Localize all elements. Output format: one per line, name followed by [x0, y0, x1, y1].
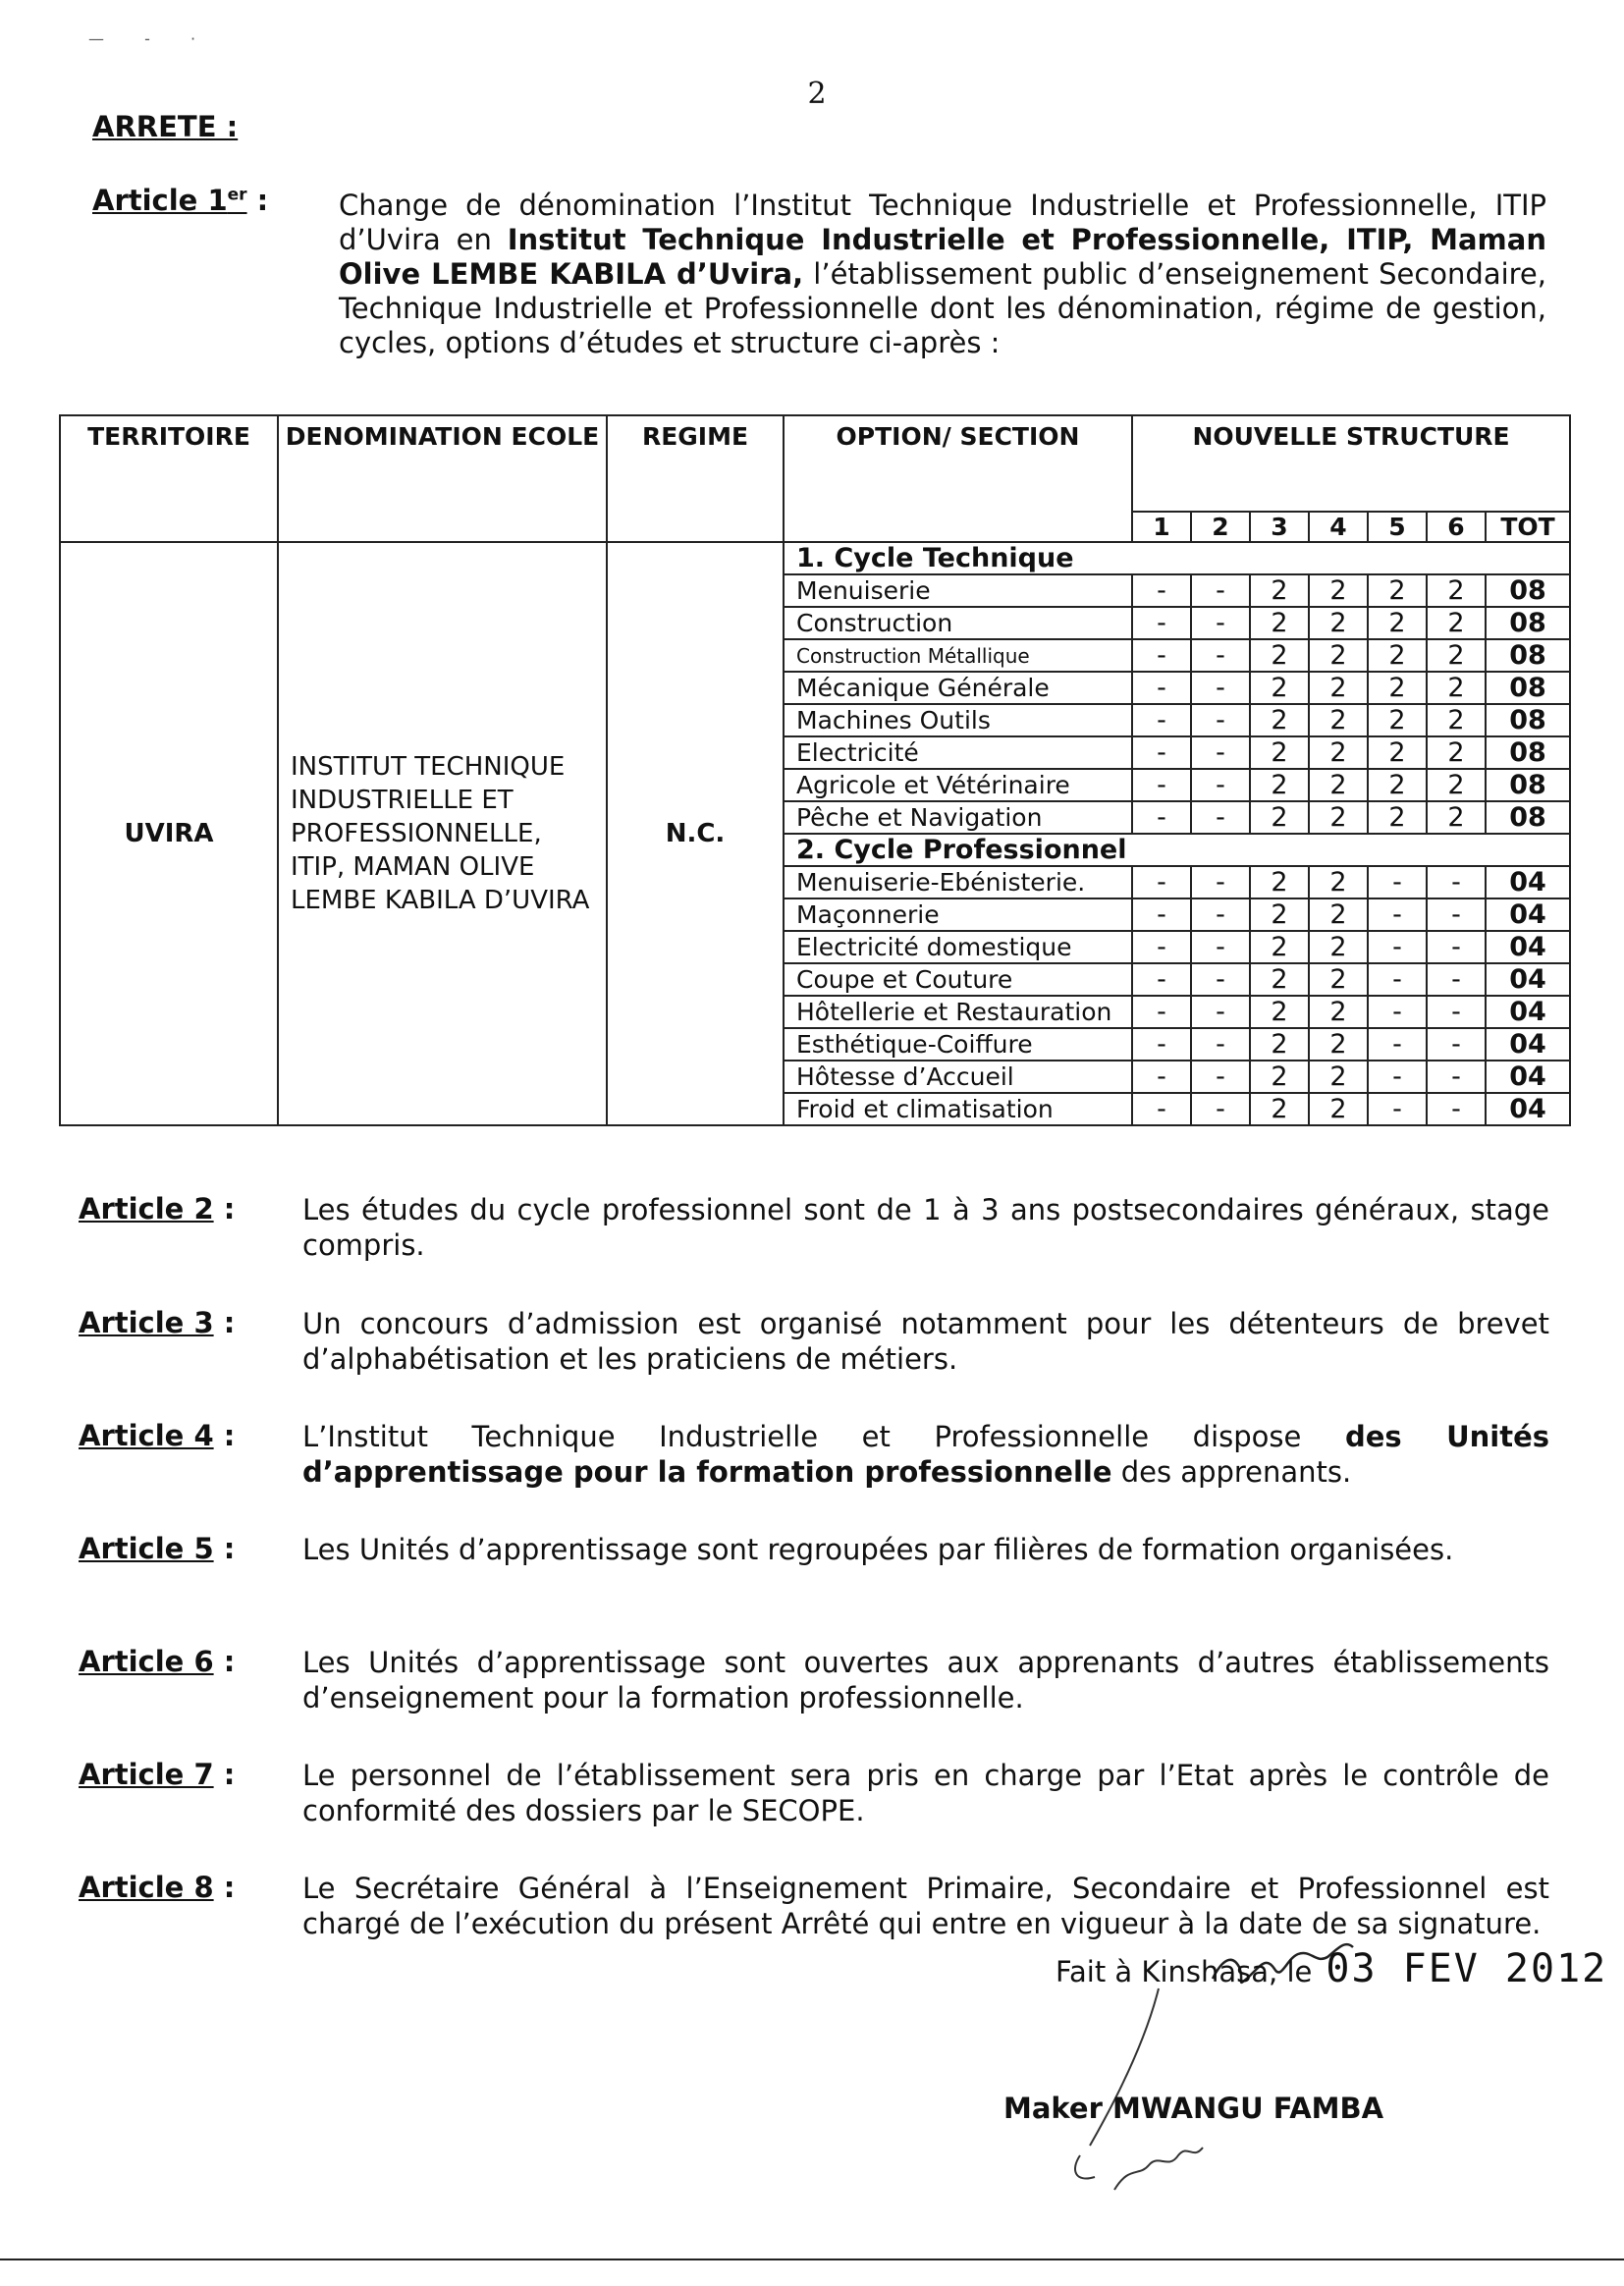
- option-cell: Construction Métallique: [784, 639, 1132, 672]
- article-label: [79, 1192, 235, 1225]
- year-3-cell: 2: [1250, 672, 1309, 704]
- tot-cell: 04: [1486, 931, 1570, 963]
- header-year-2: 2: [1191, 512, 1250, 542]
- year-4-cell: 2: [1309, 769, 1368, 801]
- year-3-cell: 2: [1250, 931, 1309, 963]
- year-4-cell: 2: [1309, 898, 1368, 931]
- ecole-cell: INSTITUT TECHNIQUE INDUSTRIELLE ET PROFESSIONNELLE, ITIP, MAMAN OLIVE LEMBE KABILA D’UVIRA: [278, 542, 607, 1125]
- year-2-cell: -: [1191, 574, 1250, 607]
- year-1-cell: -: [1132, 931, 1191, 963]
- year-1-cell: -: [1132, 866, 1191, 898]
- year-3-cell: 2: [1250, 769, 1309, 801]
- article-text: Le Secrétaire Général à l’Enseignement Primaire, Secondaire et Professionnel est chargé de l’exécution du présent Arrêté qui entre en vigueur à la date de sa signature.: [302, 1872, 1549, 1940]
- article-label-text: Article 5: [79, 1532, 214, 1565]
- article-text-bold: des Unités d’apprentissage pour la formation professionnelle: [302, 1420, 1550, 1489]
- header-year-6: 6: [1427, 512, 1486, 542]
- header-territoire: TERRITOIRE: [60, 415, 278, 542]
- year-6-cell: -: [1427, 931, 1486, 963]
- article-1-text-part1: Change de dénomination l’Institut Technique Industrielle et Professionnelle, ITIP d’Uvira en: [339, 189, 1546, 256]
- header-year-4: 4: [1309, 512, 1368, 542]
- year-3-cell: 2: [1250, 639, 1309, 672]
- option-cell: Hôtellerie et Restauration: [784, 996, 1132, 1028]
- tot-cell: 04: [1486, 1093, 1570, 1125]
- year-3-cell: 2: [1250, 704, 1309, 736]
- year-6-cell: -: [1427, 898, 1486, 931]
- document-heading: ARRETE :: [92, 110, 239, 143]
- cycle-row: [60, 542, 1570, 574]
- year-2-cell: -: [1191, 607, 1250, 639]
- option-cell: Froid et climatisation: [784, 1093, 1132, 1125]
- year-5-cell: 2: [1368, 672, 1427, 704]
- article-label-colon: :: [213, 1758, 236, 1791]
- article-label-text: Article 4: [79, 1419, 214, 1452]
- year-4-cell: 2: [1309, 639, 1368, 672]
- signatory-name: Maker MWANGU FAMBA: [1003, 2092, 1384, 2125]
- bottom-rule: [0, 2259, 1624, 2260]
- header-tot: TOT: [1486, 512, 1570, 542]
- closing-place-date: [1056, 1946, 1607, 1991]
- year-2-cell: -: [1191, 1028, 1250, 1061]
- year-2-cell: -: [1191, 736, 1250, 769]
- year-5-cell: 2: [1368, 639, 1427, 672]
- year-5-cell: 2: [1368, 607, 1427, 639]
- year-3-cell: 2: [1250, 1061, 1309, 1093]
- tot-cell: 04: [1486, 996, 1570, 1028]
- year-4-cell: 2: [1309, 1028, 1368, 1061]
- territoire-cell: UVIRA: [60, 542, 278, 1125]
- year-3-cell: 2: [1250, 866, 1309, 898]
- year-5-cell: -: [1368, 866, 1427, 898]
- article-text: Les études du cycle professionnel sont de 1 à 3 ans postsecondaires généraux, stage compris.: [302, 1193, 1549, 1262]
- article-1-text-part2: l’établissement public d’enseignement Secondaire, Technique Industrielle et Professionnelle dont les dénomination, régime de gestion, cycles, options d’études et structure ci-après :: [339, 257, 1546, 359]
- year-5-cell: -: [1368, 931, 1427, 963]
- year-2-cell: -: [1191, 963, 1250, 996]
- year-4-cell: 2: [1309, 736, 1368, 769]
- tot-cell: 08: [1486, 574, 1570, 607]
- year-2-cell: -: [1191, 931, 1250, 963]
- option-cell: Electricité: [784, 736, 1132, 769]
- article-text: Les Unités d’apprentissage sont ouvertes aux apprenants d’autres établissements d’enseignement pour la formation professionnelle.: [302, 1646, 1549, 1714]
- year-2-cell: -: [1191, 639, 1250, 672]
- year-4-cell: 2: [1309, 963, 1368, 996]
- year-3-cell: 2: [1250, 574, 1309, 607]
- year-4-cell: 2: [1309, 1093, 1368, 1125]
- year-1-cell: -: [1132, 672, 1191, 704]
- article-1-label-colon: :: [246, 184, 269, 217]
- option-cell: Pêche et Navigation: [784, 801, 1132, 834]
- year-2-cell: -: [1191, 672, 1250, 704]
- year-5-cell: 2: [1368, 704, 1427, 736]
- header-year-1: 1: [1132, 512, 1191, 542]
- year-4-cell: 2: [1309, 866, 1368, 898]
- year-1-cell: -: [1132, 1093, 1191, 1125]
- year-2-cell: -: [1191, 801, 1250, 834]
- year-5-cell: 2: [1368, 801, 1427, 834]
- option-cell: Hôtesse d’Accueil: [784, 1061, 1132, 1093]
- year-6-cell: -: [1427, 1093, 1486, 1125]
- year-2-cell: -: [1191, 1093, 1250, 1125]
- year-6-cell: -: [1427, 963, 1486, 996]
- year-6-cell: -: [1427, 1028, 1486, 1061]
- option-cell: Menuiserie-Ebénisterie.: [784, 866, 1132, 898]
- year-3-cell: 2: [1250, 898, 1309, 931]
- year-1-cell: -: [1132, 607, 1191, 639]
- year-4-cell: 2: [1309, 672, 1368, 704]
- article-label-colon: :: [213, 1192, 236, 1225]
- header-denomination: DENOMINATION ECOLE: [278, 415, 607, 542]
- option-cell: Machines Outils: [784, 704, 1132, 736]
- article-text: [302, 1419, 1549, 1490]
- year-5-cell: 2: [1368, 736, 1427, 769]
- year-1-cell: -: [1132, 996, 1191, 1028]
- article-label-colon: :: [213, 1532, 236, 1565]
- article-label: [79, 1532, 235, 1565]
- year-4-cell: 2: [1309, 607, 1368, 639]
- year-6-cell: 2: [1427, 769, 1486, 801]
- article-label-text: Article 8: [79, 1871, 214, 1904]
- option-cell: Maçonnerie: [784, 898, 1132, 931]
- article-text: Un concours d’admission est organisé notamment pour les détenteurs de brevet d’alphabétisation et les praticiens de métiers.: [302, 1307, 1549, 1376]
- year-5-cell: -: [1368, 1061, 1427, 1093]
- article-label-colon: :: [213, 1871, 236, 1904]
- article-label: [79, 1419, 235, 1452]
- header-option: OPTION/ SECTION: [784, 415, 1132, 542]
- year-5-cell: -: [1368, 996, 1427, 1028]
- scan-marks: — - ·: [88, 29, 214, 48]
- year-6-cell: 2: [1427, 736, 1486, 769]
- year-4-cell: 2: [1309, 996, 1368, 1028]
- year-6-cell: 2: [1427, 607, 1486, 639]
- option-cell: Electricité domestique: [784, 931, 1132, 963]
- tot-cell: 08: [1486, 801, 1570, 834]
- year-1-cell: -: [1132, 1061, 1191, 1093]
- year-6-cell: -: [1427, 866, 1486, 898]
- article-label-colon: :: [213, 1419, 236, 1452]
- cycle-title: 1. Cycle Technique: [784, 542, 1570, 574]
- year-1-cell: -: [1132, 769, 1191, 801]
- tot-cell: 08: [1486, 736, 1570, 769]
- tot-cell: 04: [1486, 963, 1570, 996]
- year-2-cell: -: [1191, 769, 1250, 801]
- option-cell: Esthétique-Coiffure: [784, 1028, 1132, 1061]
- tot-cell: 08: [1486, 607, 1570, 639]
- article-label: [79, 1871, 235, 1904]
- option-cell: Coupe et Couture: [784, 963, 1132, 996]
- year-3-cell: 2: [1250, 996, 1309, 1028]
- year-4-cell: 2: [1309, 704, 1368, 736]
- year-4-cell: 2: [1309, 1061, 1368, 1093]
- year-3-cell: 2: [1250, 963, 1309, 996]
- structure-table: [59, 414, 1571, 1126]
- header-regime: REGIME: [607, 415, 784, 542]
- header-year-5: 5: [1368, 512, 1427, 542]
- year-5-cell: -: [1368, 1028, 1427, 1061]
- year-3-cell: 2: [1250, 1028, 1309, 1061]
- year-1-cell: -: [1132, 736, 1191, 769]
- tot-cell: 04: [1486, 1061, 1570, 1093]
- tot-cell: 08: [1486, 769, 1570, 801]
- article-label-colon: :: [213, 1645, 236, 1678]
- year-1-cell: -: [1132, 898, 1191, 931]
- year-5-cell: -: [1368, 898, 1427, 931]
- article-label-text: Article 6: [79, 1645, 214, 1678]
- year-1-cell: -: [1132, 704, 1191, 736]
- article-label-colon: :: [213, 1306, 236, 1339]
- article-label: [79, 1758, 235, 1791]
- tot-cell: 08: [1486, 639, 1570, 672]
- year-1-cell: -: [1132, 963, 1191, 996]
- article-text-part2: des apprenants.: [1111, 1455, 1352, 1489]
- tot-cell: 04: [1486, 1028, 1570, 1061]
- tot-cell: 08: [1486, 672, 1570, 704]
- year-6-cell: -: [1427, 1061, 1486, 1093]
- year-3-cell: 2: [1250, 1093, 1309, 1125]
- article-label-text: Article 3: [79, 1306, 214, 1339]
- year-3-cell: 2: [1250, 736, 1309, 769]
- article-1-text-bold: Institut Technique Industrielle et Professionnelle, ITIP, Maman Olive LEMBE KABILA d’Uvira,: [339, 223, 1546, 291]
- year-2-cell: -: [1191, 898, 1250, 931]
- article-text-part1: L’Institut Technique Industrielle et Professionnelle dispose: [302, 1420, 1345, 1453]
- year-2-cell: -: [1191, 1061, 1250, 1093]
- article-1-label: [92, 184, 268, 217]
- tot-cell: 04: [1486, 866, 1570, 898]
- year-1-cell: -: [1132, 639, 1191, 672]
- year-6-cell: 2: [1427, 672, 1486, 704]
- year-3-cell: 2: [1250, 801, 1309, 834]
- option-cell: Menuiserie: [784, 574, 1132, 607]
- option-cell: Construction: [784, 607, 1132, 639]
- closing-place: Fait à Kinshasa, le: [1056, 1955, 1313, 1988]
- article-label: [79, 1306, 235, 1339]
- year-5-cell: 2: [1368, 574, 1427, 607]
- year-1-cell: -: [1132, 574, 1191, 607]
- year-5-cell: 2: [1368, 769, 1427, 801]
- article-label: [79, 1645, 235, 1678]
- article-text: Les Unités d’apprentissage sont regroupées par filières de formation organisées.: [302, 1533, 1454, 1566]
- article-text: Le personnel de l’établissement sera pris en charge par l’Etat après le contrôle de conformité des dossiers par le SECOPE.: [302, 1759, 1549, 1827]
- year-5-cell: -: [1368, 963, 1427, 996]
- option-cell: Mécanique Générale: [784, 672, 1132, 704]
- article-label-text: Article 7: [79, 1758, 214, 1791]
- year-1-cell: -: [1132, 1028, 1191, 1061]
- year-1-cell: -: [1132, 801, 1191, 834]
- tot-cell: 04: [1486, 898, 1570, 931]
- year-6-cell: -: [1427, 996, 1486, 1028]
- year-6-cell: 2: [1427, 574, 1486, 607]
- header-year-3: 3: [1250, 512, 1309, 542]
- page-number: 2: [807, 77, 827, 111]
- year-4-cell: 2: [1309, 801, 1368, 834]
- year-3-cell: 2: [1250, 607, 1309, 639]
- year-6-cell: 2: [1427, 801, 1486, 834]
- article-1-text: [339, 189, 1546, 360]
- article-1-label-text: Article 1: [92, 184, 228, 217]
- option-cell: Agricole et Vétérinaire: [784, 769, 1132, 801]
- year-5-cell: -: [1368, 1093, 1427, 1125]
- regime-cell: N.C.: [607, 542, 784, 1125]
- year-2-cell: -: [1191, 996, 1250, 1028]
- year-2-cell: -: [1191, 866, 1250, 898]
- article-label-text: Article 2: [79, 1192, 214, 1225]
- tot-cell: 08: [1486, 704, 1570, 736]
- closing-date: 03 FEV 2012: [1326, 1946, 1608, 1991]
- cycle-title: 2. Cycle Professionnel: [784, 834, 1570, 866]
- year-6-cell: 2: [1427, 639, 1486, 672]
- year-2-cell: -: [1191, 704, 1250, 736]
- header-structure: NOUVELLE STRUCTURE: [1132, 415, 1570, 512]
- article-1-label-sup: er: [227, 185, 247, 205]
- year-4-cell: 2: [1309, 574, 1368, 607]
- year-4-cell: 2: [1309, 931, 1368, 963]
- year-6-cell: 2: [1427, 704, 1486, 736]
